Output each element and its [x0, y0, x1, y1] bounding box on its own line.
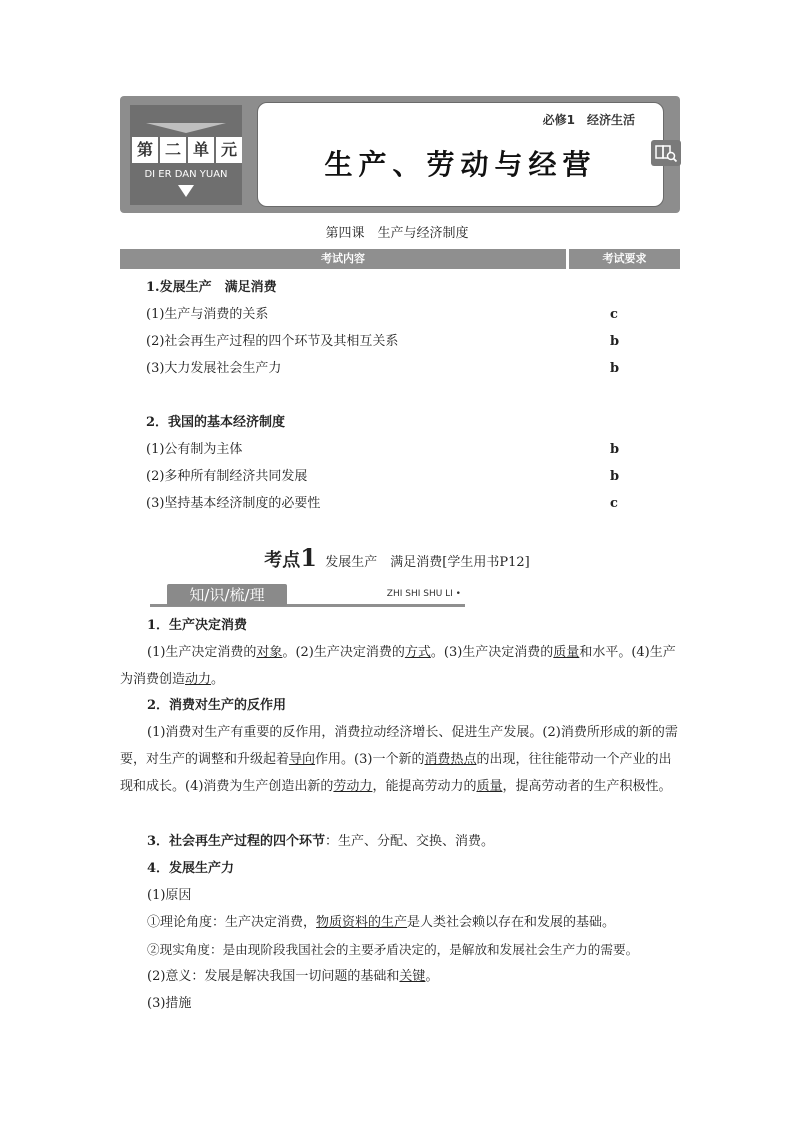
paragraph-2: (1)消费对生产有重要的反作用，消费拉动经济增长、促进生产发展。(2)消费所形成的新的需要，对生产的调整和升级起着导向作用。(3)一个新的消费热点的出现，往往能带动一个产业的出现和成长。(4)消费为生产创造出新的劳动力，能提高劳动力的质量，提高劳动者的生产积极性。: [120, 725, 678, 794]
table-row-req: c: [610, 496, 618, 511]
badge-ribbon-decoration: [146, 123, 226, 133]
unit-badge: [130, 105, 242, 205]
unit-banner: [120, 96, 680, 213]
table-row-text: (3)大力发展社会生产力: [146, 361, 282, 376]
lesson-title: 第四课 生产与经济制度: [325, 226, 469, 241]
subject-label: 必修1 经济生活: [542, 113, 635, 127]
knowledge-pinyin: ZHI SHI SHU LI •: [386, 589, 461, 599]
table-row-text: (2)多种所有制经济共同发展: [146, 469, 308, 484]
list-item-1: (1)原因: [147, 888, 192, 903]
title-card: [257, 102, 664, 207]
badge-char-2: 二: [160, 137, 186, 163]
list-item-2: ①理论角度：生产决定消费，物质资料的生产是人类社会赖以存在和发展的基础。: [147, 915, 616, 930]
table-row-text: (1)生产与消费的关系: [146, 307, 269, 322]
book-search-icon: [651, 140, 681, 166]
knowledge-bar: [150, 586, 465, 607]
table-row-req: c: [610, 307, 618, 322]
page-title: 生产、劳动与经营: [324, 148, 597, 181]
knowledge-tab: 知/识/梳/理: [167, 584, 287, 606]
badge-arrow-decoration: [178, 185, 194, 197]
table-row-text: (1)公有制为主体: [146, 442, 243, 457]
heading-2: 2．消费对生产的反作用: [147, 698, 287, 713]
table-row-req: b: [610, 361, 620, 376]
table-group-title: 2．我国的基本经济制度: [146, 415, 286, 430]
list-item-4: (2)意义：发展是解决我国一切问题的基础和关键。: [147, 969, 439, 984]
badge-pinyin: DI ER DAN YUAN: [144, 169, 228, 180]
badge-char-4: 元: [216, 137, 242, 163]
table-row-req: b: [610, 334, 620, 349]
list-item-3: ②现实角度：是由现阶段我国社会的主要矛盾决定的，是解放和发展社会生产力的需要。: [147, 942, 639, 957]
heading-1: 1．生产决定消费: [147, 618, 248, 633]
section-label: 考点: [264, 550, 301, 571]
table-row-req: b: [610, 442, 620, 457]
table-header-content: 考试内容: [120, 249, 566, 269]
table-header-requirement: 考试要求: [569, 249, 680, 269]
table-row-req: b: [610, 469, 620, 484]
badge-char-1: 第: [132, 137, 158, 163]
badge-char-3: 单: [188, 137, 214, 163]
section-heading: [0, 543, 794, 572]
heading-4: 4．发展生产力: [147, 861, 235, 876]
paragraph-1: (1)生产决定消费的对象。(2)生产决定消费的方式。(3)生产决定消费的质量和水平。(4)生产为消费创造动力。: [120, 645, 676, 687]
table-row-text: (2)社会再生产过程的四个环节及其相互关系: [146, 334, 399, 349]
list-item-5: (3)措施: [147, 996, 192, 1011]
heading-3: 3．社会再生产过程的四个环节：生产、分配、交换、消费。: [147, 834, 495, 849]
table-group-title: 1.发展生产 满足消费: [146, 280, 277, 295]
table-row-text: (3)坚持基本经济制度的必要性: [146, 496, 321, 511]
section-title: 发展生产 满足消费[学生用书P12]: [325, 555, 530, 570]
section-number: 1: [300, 543, 317, 572]
